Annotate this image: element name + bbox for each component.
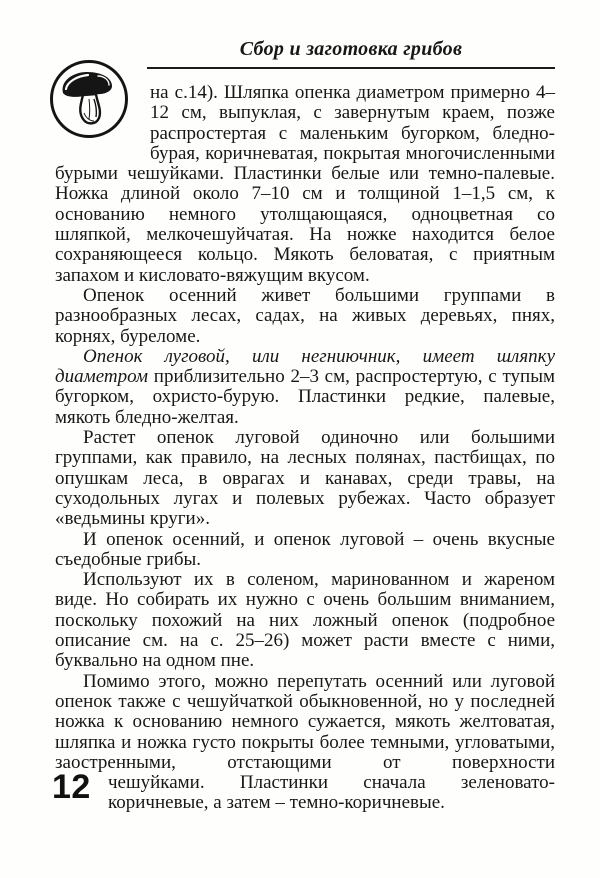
text-segment: Опенок осенний живет большими группами в разнообразных лесах, садах, на живых деревьях, пнях, корнях, буреломе.	[55, 284, 555, 347]
paragraph	[55, 347, 555, 428]
paragraph	[108, 773, 555, 814]
text-segment: Помимо этого, можно перепутать осенний или луговой опенок также с чешуйчаткой обыкновенной, но у последней ножка к основанию немного сужается, мякоть желтоватая, шляпка и ножка густо покрыты более темными, угловатыми, заостренными, отстающими от поверхности	[55, 670, 555, 773]
paragraph	[55, 672, 555, 773]
text-segment: на с.14). Шляпка опенка диаметром примерно 4–12 см, выпуклая, с завернутым краем, позже распростертая с маленьким бугорком, бледно-бурая, коричневатая, покрытая многочисленными бурыми чешуйками. Пластинки белые или темно-палевые. Ножка длиной около 7–10 см и толщиной 1–1,5 см, к основанию немного утолщающаяся, одноцветная со шляпкой, мелкочешуйчатая. На ножке находится белое сохраняющееся кольцо. Мякоть беловатая, с приятным запахом и кисловато-вяжущим вкусом.	[55, 82, 555, 286]
paragraph	[55, 83, 555, 286]
paragraph	[55, 530, 555, 571]
running-head-title: Сбор и заготовка грибов	[239, 38, 463, 60]
text-segment: Используют их в соленом, маринованном и жареном виде. Но собирать их нужно с очень большим вниманием, поскольку похожий на них ложный опенок (подробное описание см. на с. 25–26) может расти вместе с ними, буквально на одном пне.	[55, 569, 555, 672]
header-rule	[147, 67, 555, 69]
text-segment: Растет опенок луговой одиночно или большими группами, как правило, на лесных полянах, пастбищах, по опушкам леса, в оврагах и канавах, среди травы, на суходольных лугах и полевых рубежах. Часто образует «ведьмины круги».	[55, 427, 555, 530]
page-number: 12	[52, 768, 91, 806]
paragraph	[55, 428, 555, 529]
text-segment: чешуйками. Пластинки сначала зеленовато-коричневые, а затем – темно-коричневые.	[108, 772, 555, 814]
paragraph	[55, 570, 555, 671]
paragraph	[55, 286, 555, 347]
species-name-italic: Опенок луговой, или негниючник, имеет шляпку диаметром	[55, 345, 555, 388]
body-text	[55, 83, 555, 814]
emblem-text-wrap-spacer	[55, 83, 150, 144]
text-segment: И опенок осенний, и опенок луговой – очень вкусные съедобные грибы.	[55, 528, 555, 570]
text-segment: приблизительно 2–3 см, распростертую, с тупым бугорком, охристо-бурую. Пластинки редкие, палевые, мякоть бледно-желтая.	[55, 366, 555, 428]
